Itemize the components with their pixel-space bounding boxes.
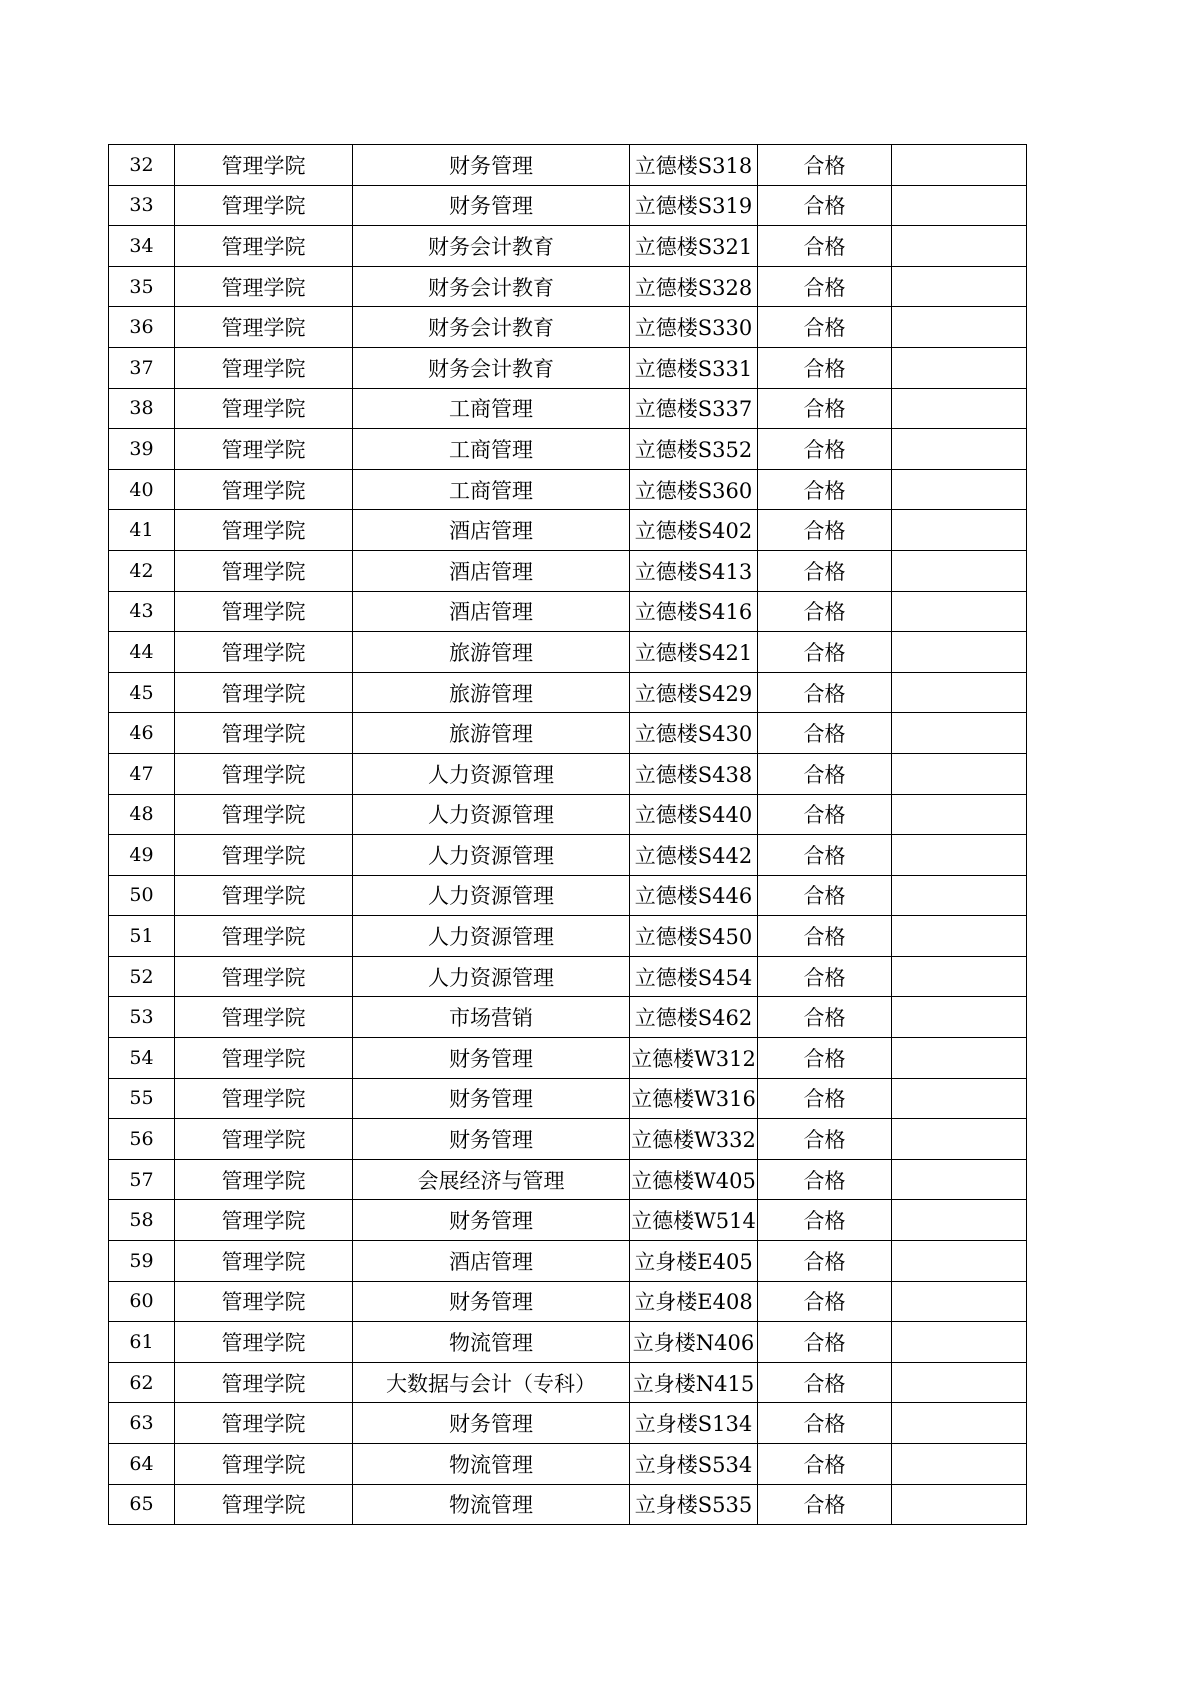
college-cell: 管理学院	[175, 266, 353, 307]
result-cell: 合格	[758, 266, 892, 307]
room-cell: 立德楼S318	[630, 145, 758, 186]
college-cell: 管理学院	[175, 1484, 353, 1525]
result-cell: 合格	[758, 550, 892, 591]
note-cell	[892, 1038, 1027, 1079]
result-cell: 合格	[758, 1078, 892, 1119]
college-cell: 管理学院	[175, 997, 353, 1038]
college-cell: 管理学院	[175, 185, 353, 226]
table-row	[109, 916, 1027, 957]
college-cell: 管理学院	[175, 835, 353, 876]
row-number-cell: 45	[109, 672, 175, 713]
result-cell: 合格	[758, 469, 892, 510]
note-cell	[892, 185, 1027, 226]
room-cell: 立身楼S535	[630, 1484, 758, 1525]
result-cell: 合格	[758, 226, 892, 267]
row-number-cell: 61	[109, 1322, 175, 1363]
note-cell	[892, 1362, 1027, 1403]
row-number-cell: 43	[109, 591, 175, 632]
major-cell: 工商管理	[353, 388, 630, 429]
row-number-cell: 58	[109, 1200, 175, 1241]
table-row	[109, 145, 1027, 186]
room-cell: 立德楼S446	[630, 875, 758, 916]
room-cell: 立德楼W312	[630, 1038, 758, 1079]
major-cell: 酒店管理	[353, 1241, 630, 1282]
result-cell: 合格	[758, 1403, 892, 1444]
row-number-cell: 34	[109, 226, 175, 267]
room-cell: 立德楼S450	[630, 916, 758, 957]
major-cell: 酒店管理	[353, 510, 630, 551]
table-row	[109, 713, 1027, 754]
result-cell: 合格	[758, 713, 892, 754]
major-cell: 物流管理	[353, 1444, 630, 1485]
college-cell: 管理学院	[175, 429, 353, 470]
college-cell: 管理学院	[175, 1362, 353, 1403]
result-cell: 合格	[758, 591, 892, 632]
table-row	[109, 672, 1027, 713]
row-number-cell: 52	[109, 956, 175, 997]
college-cell: 管理学院	[175, 794, 353, 835]
result-cell: 合格	[758, 1281, 892, 1322]
college-cell: 管理学院	[175, 307, 353, 348]
result-cell: 合格	[758, 1038, 892, 1079]
major-cell: 财务会计教育	[353, 307, 630, 348]
result-cell: 合格	[758, 1362, 892, 1403]
row-number-cell: 44	[109, 632, 175, 673]
table-row	[109, 1078, 1027, 1119]
college-cell: 管理学院	[175, 1119, 353, 1160]
major-cell: 人力资源管理	[353, 916, 630, 957]
row-number-cell: 51	[109, 916, 175, 957]
result-cell: 合格	[758, 1200, 892, 1241]
major-cell: 财务会计教育	[353, 226, 630, 267]
result-cell: 合格	[758, 388, 892, 429]
result-cell: 合格	[758, 510, 892, 551]
row-number-cell: 42	[109, 550, 175, 591]
major-cell: 财务会计教育	[353, 266, 630, 307]
room-cell: 立德楼S331	[630, 347, 758, 388]
note-cell	[892, 1403, 1027, 1444]
row-number-cell: 50	[109, 875, 175, 916]
room-cell: 立德楼S413	[630, 550, 758, 591]
table-row	[109, 226, 1027, 267]
note-cell	[892, 632, 1027, 673]
major-cell: 人力资源管理	[353, 753, 630, 794]
room-cell: 立德楼S416	[630, 591, 758, 632]
major-cell: 酒店管理	[353, 591, 630, 632]
room-cell: 立身楼E408	[630, 1281, 758, 1322]
major-cell: 财务管理	[353, 185, 630, 226]
major-cell: 市场营销	[353, 997, 630, 1038]
room-cell: 立德楼S328	[630, 266, 758, 307]
note-cell	[892, 835, 1027, 876]
note-cell	[892, 1281, 1027, 1322]
row-number-cell: 38	[109, 388, 175, 429]
result-cell: 合格	[758, 429, 892, 470]
result-cell: 合格	[758, 916, 892, 957]
table-row	[109, 185, 1027, 226]
row-number-cell: 64	[109, 1444, 175, 1485]
college-cell: 管理学院	[175, 632, 353, 673]
room-cell: 立身楼N406	[630, 1322, 758, 1363]
room-cell: 立德楼S429	[630, 672, 758, 713]
table-row	[109, 388, 1027, 429]
note-cell	[892, 145, 1027, 186]
room-cell: 立德楼S319	[630, 185, 758, 226]
note-cell	[892, 753, 1027, 794]
table-row	[109, 266, 1027, 307]
major-cell: 财务管理	[353, 1281, 630, 1322]
result-cell: 合格	[758, 794, 892, 835]
college-cell: 管理学院	[175, 591, 353, 632]
major-cell: 财务会计教育	[353, 347, 630, 388]
table-row	[109, 835, 1027, 876]
major-cell: 大数据与会计（专科）	[353, 1362, 630, 1403]
college-cell: 管理学院	[175, 672, 353, 713]
row-number-cell: 36	[109, 307, 175, 348]
row-number-cell: 60	[109, 1281, 175, 1322]
note-cell	[892, 997, 1027, 1038]
table-row	[109, 1119, 1027, 1160]
major-cell: 物流管理	[353, 1322, 630, 1363]
table-row	[109, 1038, 1027, 1079]
note-cell	[892, 1200, 1027, 1241]
result-cell: 合格	[758, 347, 892, 388]
room-cell: 立德楼W332	[630, 1119, 758, 1160]
table-row	[109, 1281, 1027, 1322]
room-cell: 立德楼S462	[630, 997, 758, 1038]
major-cell: 工商管理	[353, 429, 630, 470]
table-row	[109, 1484, 1027, 1525]
note-cell	[892, 1322, 1027, 1363]
room-cell: 立德楼S438	[630, 753, 758, 794]
room-cell: 立德楼W514	[630, 1200, 758, 1241]
college-cell: 管理学院	[175, 1322, 353, 1363]
result-cell: 合格	[758, 1241, 892, 1282]
note-cell	[892, 794, 1027, 835]
table-row	[109, 794, 1027, 835]
major-cell: 物流管理	[353, 1484, 630, 1525]
note-cell	[892, 226, 1027, 267]
result-cell: 合格	[758, 1444, 892, 1485]
college-cell: 管理学院	[175, 1241, 353, 1282]
row-number-cell: 48	[109, 794, 175, 835]
college-cell: 管理学院	[175, 145, 353, 186]
row-number-cell: 46	[109, 713, 175, 754]
row-number-cell: 56	[109, 1119, 175, 1160]
college-cell: 管理学院	[175, 550, 353, 591]
table-row	[109, 347, 1027, 388]
college-cell: 管理学院	[175, 388, 353, 429]
college-cell: 管理学院	[175, 875, 353, 916]
note-cell	[892, 510, 1027, 551]
note-cell	[892, 1241, 1027, 1282]
result-cell: 合格	[758, 1322, 892, 1363]
room-cell: 立德楼W316	[630, 1078, 758, 1119]
table-row	[109, 591, 1027, 632]
result-cell: 合格	[758, 672, 892, 713]
row-number-cell: 35	[109, 266, 175, 307]
major-cell: 人力资源管理	[353, 875, 630, 916]
major-cell: 财务管理	[353, 1119, 630, 1160]
table-row	[109, 1362, 1027, 1403]
row-number-cell: 57	[109, 1159, 175, 1200]
room-cell: 立德楼S442	[630, 835, 758, 876]
note-cell	[892, 1119, 1027, 1160]
room-cell: 立德楼S360	[630, 469, 758, 510]
room-cell: 立身楼N415	[630, 1362, 758, 1403]
table-row	[109, 469, 1027, 510]
room-cell: 立德楼S430	[630, 713, 758, 754]
table-row	[109, 510, 1027, 551]
row-number-cell: 65	[109, 1484, 175, 1525]
row-number-cell: 53	[109, 997, 175, 1038]
major-cell: 旅游管理	[353, 713, 630, 754]
room-cell: 立德楼S337	[630, 388, 758, 429]
table-row	[109, 1322, 1027, 1363]
row-number-cell: 41	[109, 510, 175, 551]
room-cell: 立身楼S134	[630, 1403, 758, 1444]
result-cell: 合格	[758, 956, 892, 997]
note-cell	[892, 1484, 1027, 1525]
major-cell: 财务管理	[353, 145, 630, 186]
major-cell: 旅游管理	[353, 632, 630, 673]
college-cell: 管理学院	[175, 226, 353, 267]
note-cell	[892, 550, 1027, 591]
table-row	[109, 429, 1027, 470]
table-row	[109, 1159, 1027, 1200]
room-cell: 立德楼S402	[630, 510, 758, 551]
college-cell: 管理学院	[175, 753, 353, 794]
room-cell: 立德楼S321	[630, 226, 758, 267]
college-cell: 管理学院	[175, 1403, 353, 1444]
row-number-cell: 54	[109, 1038, 175, 1079]
note-cell	[892, 591, 1027, 632]
college-cell: 管理学院	[175, 510, 353, 551]
result-cell: 合格	[758, 1484, 892, 1525]
room-cell: 立德楼S421	[630, 632, 758, 673]
row-number-cell: 49	[109, 835, 175, 876]
college-cell: 管理学院	[175, 1444, 353, 1485]
note-cell	[892, 266, 1027, 307]
inspection-table	[108, 144, 1027, 1525]
room-cell: 立德楼W405	[630, 1159, 758, 1200]
major-cell: 财务管理	[353, 1403, 630, 1444]
note-cell	[892, 429, 1027, 470]
note-cell	[892, 875, 1027, 916]
college-cell: 管理学院	[175, 1281, 353, 1322]
table-row	[109, 550, 1027, 591]
college-cell: 管理学院	[175, 1200, 353, 1241]
room-cell: 立德楼S440	[630, 794, 758, 835]
note-cell	[892, 1159, 1027, 1200]
note-cell	[892, 956, 1027, 997]
major-cell: 工商管理	[353, 469, 630, 510]
table-row	[109, 753, 1027, 794]
major-cell: 人力资源管理	[353, 794, 630, 835]
table-body	[109, 145, 1027, 1525]
row-number-cell: 39	[109, 429, 175, 470]
college-cell: 管理学院	[175, 1038, 353, 1079]
note-cell	[892, 1078, 1027, 1119]
college-cell: 管理学院	[175, 347, 353, 388]
major-cell: 酒店管理	[353, 550, 630, 591]
row-number-cell: 63	[109, 1403, 175, 1444]
major-cell: 财务管理	[353, 1078, 630, 1119]
note-cell	[892, 713, 1027, 754]
table-row	[109, 1241, 1027, 1282]
note-cell	[892, 347, 1027, 388]
note-cell	[892, 469, 1027, 510]
table-row	[109, 632, 1027, 673]
college-cell: 管理学院	[175, 956, 353, 997]
row-number-cell: 37	[109, 347, 175, 388]
major-cell: 会展经济与管理	[353, 1159, 630, 1200]
result-cell: 合格	[758, 632, 892, 673]
result-cell: 合格	[758, 1159, 892, 1200]
major-cell: 财务管理	[353, 1038, 630, 1079]
note-cell	[892, 388, 1027, 429]
row-number-cell: 47	[109, 753, 175, 794]
row-number-cell: 40	[109, 469, 175, 510]
note-cell	[892, 307, 1027, 348]
result-cell: 合格	[758, 145, 892, 186]
row-number-cell: 32	[109, 145, 175, 186]
college-cell: 管理学院	[175, 713, 353, 754]
table-row	[109, 997, 1027, 1038]
result-cell: 合格	[758, 997, 892, 1038]
result-cell: 合格	[758, 307, 892, 348]
table-row	[109, 1444, 1027, 1485]
table-row	[109, 1200, 1027, 1241]
note-cell	[892, 1444, 1027, 1485]
major-cell: 人力资源管理	[353, 956, 630, 997]
result-cell: 合格	[758, 1119, 892, 1160]
room-cell: 立德楼S352	[630, 429, 758, 470]
room-cell: 立身楼E405	[630, 1241, 758, 1282]
room-cell: 立德楼S330	[630, 307, 758, 348]
college-cell: 管理学院	[175, 469, 353, 510]
table-row	[109, 875, 1027, 916]
row-number-cell: 55	[109, 1078, 175, 1119]
room-cell: 立德楼S454	[630, 956, 758, 997]
note-cell	[892, 672, 1027, 713]
row-number-cell: 59	[109, 1241, 175, 1282]
table-row	[109, 956, 1027, 997]
college-cell: 管理学院	[175, 916, 353, 957]
row-number-cell: 33	[109, 185, 175, 226]
row-number-cell: 62	[109, 1362, 175, 1403]
table-row	[109, 1403, 1027, 1444]
result-cell: 合格	[758, 835, 892, 876]
result-cell: 合格	[758, 875, 892, 916]
table-row	[109, 307, 1027, 348]
room-cell: 立身楼S534	[630, 1444, 758, 1485]
note-cell	[892, 916, 1027, 957]
result-cell: 合格	[758, 753, 892, 794]
college-cell: 管理学院	[175, 1159, 353, 1200]
major-cell: 人力资源管理	[353, 835, 630, 876]
result-cell: 合格	[758, 185, 892, 226]
college-cell: 管理学院	[175, 1078, 353, 1119]
major-cell: 旅游管理	[353, 672, 630, 713]
major-cell: 财务管理	[353, 1200, 630, 1241]
